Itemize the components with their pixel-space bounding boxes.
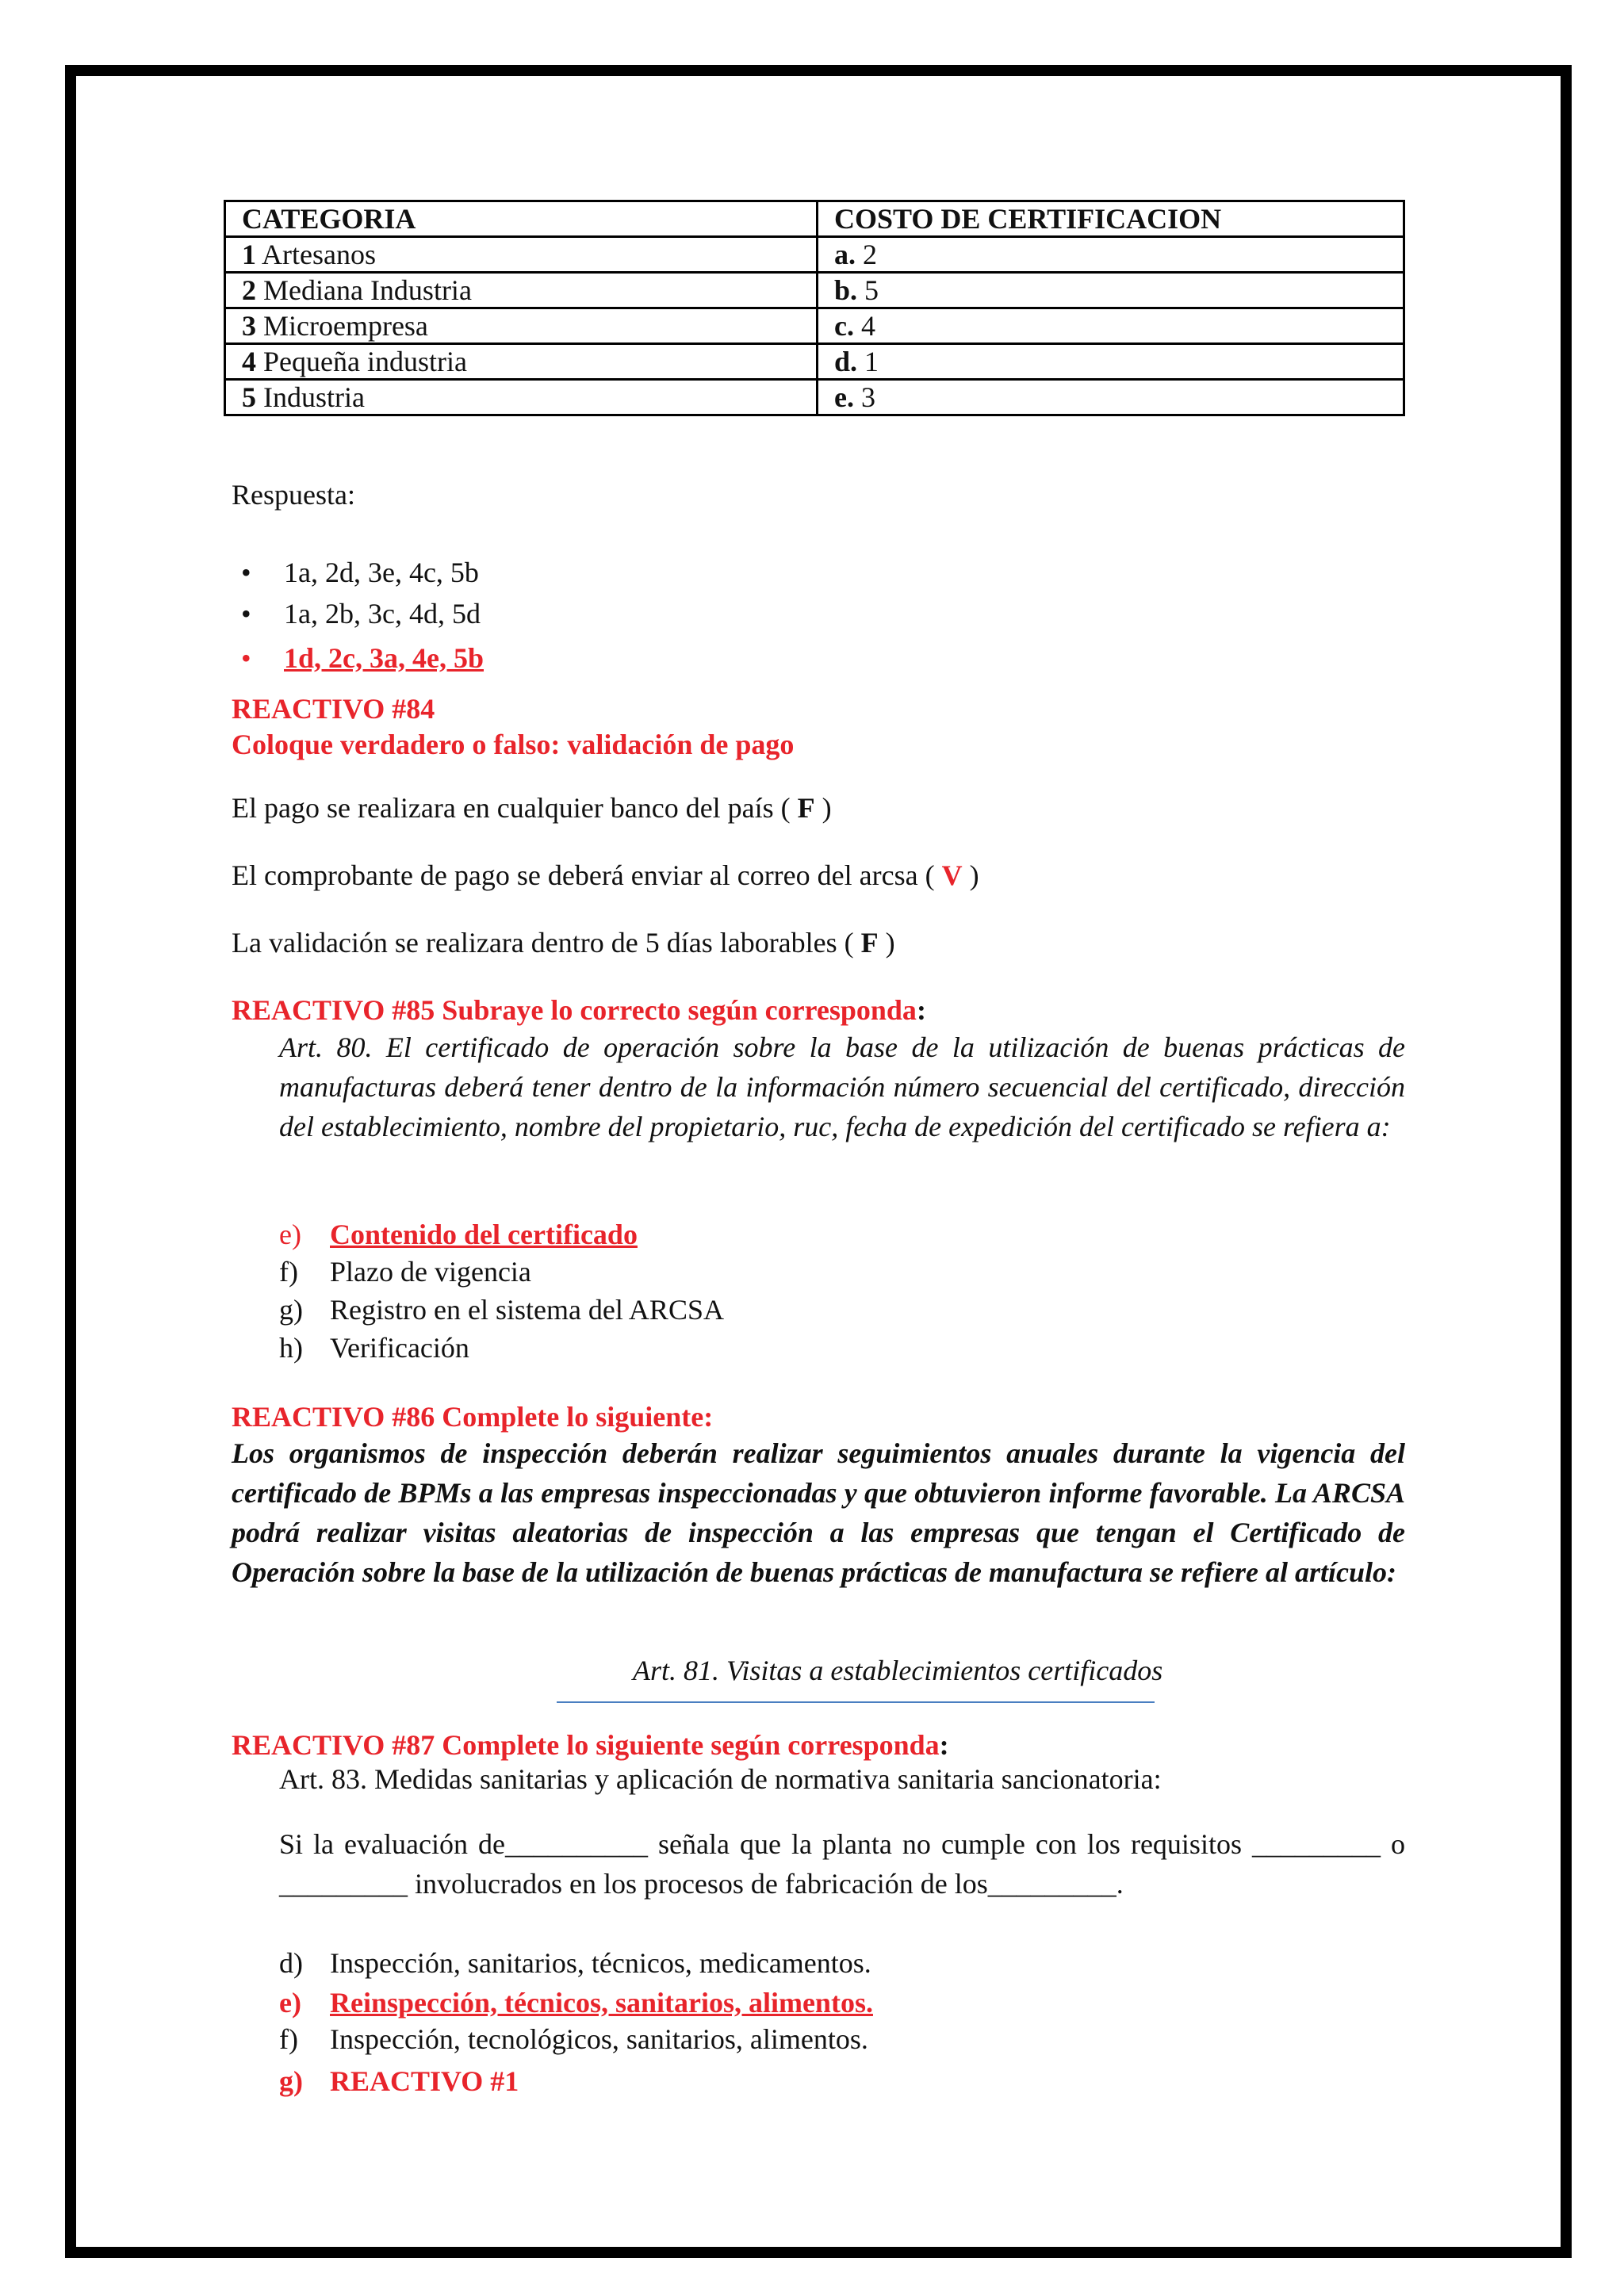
true-false-statement [232, 924, 895, 961]
option-text: Verificación [330, 1332, 469, 1364]
cost-letter: b. [834, 274, 858, 306]
list-item [241, 552, 484, 593]
option-text: Registro en el sistema del ARCSA [330, 1294, 724, 1326]
option-label: e) [279, 1219, 301, 1250]
bullet-icon: • [241, 598, 251, 629]
answer-label: Respuesta: [232, 479, 355, 511]
answer-mark: F [860, 927, 879, 959]
table-row [225, 380, 1404, 415]
question-paragraph: Art. 80. El certificado de operación sobre la base de la utilización de buenas prácticas de manufacturas deberá tener dentro de la información número secuencial del certificado, dirección del establecimiento, nombre del propietario, ruc, fecha de expedición del certificado se refiera a: [279, 1031, 1405, 1142]
column-header: CATEGORIA [225, 201, 818, 237]
option-label: e) [279, 1987, 301, 2019]
column-header: COSTO DE CERTIFICACION [818, 201, 1404, 237]
option-text: Inspección, tecnológicos, sanitarios, alimentos. [330, 2023, 868, 2055]
statement-text: La validación se realizara dentro de 5 días laborables ( [232, 927, 861, 959]
answer-option-text: 1a, 2b, 3c, 4d, 5d [284, 598, 481, 629]
option-item [279, 1253, 531, 1291]
section-title-text: REACTIVO #85 Subraye lo correcto según corresponda [232, 994, 917, 1026]
bullet-icon: • [241, 642, 251, 674]
option-item [279, 1215, 638, 1253]
correct-option-text: Reinspección, técnicos, sanitarios, alimentos. [330, 1987, 873, 2019]
answer-option-text: 1a, 2d, 3e, 4c, 5b [284, 557, 479, 588]
correct-option-text: Contenido del certificado [330, 1219, 638, 1250]
statement-text: El pago se realizara en cualquier banco del país ( [232, 792, 798, 824]
table-row [225, 344, 1404, 380]
fill-in-sentence: Si la evaluación de__________ señala que la planta no cumple con los requisitos _________ o _________ involucrados en los procesos de fabricación de los_________. [279, 1828, 1405, 1900]
category-cell: Artesanos [262, 239, 376, 270]
category-cell: Pequeña industria [263, 346, 467, 377]
bullet-icon: • [241, 557, 251, 588]
table-header-row [225, 201, 1404, 237]
cost-letter: c. [834, 310, 854, 342]
article-heading: Art. 83. Medidas sanitarias y aplicación de normativa sanitaria sancionatoria: [279, 1763, 1162, 1795]
option-text: REACTIVO #1 [330, 2065, 519, 2097]
row-number: 4 [242, 346, 256, 377]
category-cell: Mediana Industria [263, 274, 472, 306]
answer-mark: V [941, 859, 963, 891]
category-cell: Industria [263, 381, 365, 413]
cost-cell: 1 [864, 346, 879, 377]
cost-cell: 4 [860, 310, 875, 342]
table-row [225, 308, 1404, 344]
option-item [279, 2062, 519, 2100]
option-item [279, 1291, 724, 1329]
row-number: 5 [242, 381, 256, 413]
option-label: d) [279, 1947, 303, 1979]
correct-answer-option: 1d, 2c, 3a, 4e, 5b [284, 642, 484, 674]
row-number: 1 [242, 239, 256, 270]
option-item [279, 1984, 873, 2022]
answer-underline [557, 1701, 1155, 1703]
section-title: REACTIVO #84 [232, 693, 435, 725]
table-row [225, 237, 1404, 273]
statement-text: El comprobante de pago se deberá enviar al correo del arcsa ( [232, 859, 942, 891]
cost-letter: e. [834, 381, 854, 413]
cost-letter: a. [834, 239, 856, 270]
row-number: 2 [242, 274, 256, 306]
cost-letter: d. [834, 346, 858, 377]
option-label: g) [279, 2065, 303, 2097]
section-title [232, 992, 926, 1028]
section-subtitle: Coloque verdadero o falso: validación de pago [232, 729, 795, 760]
option-item [279, 1944, 871, 1982]
true-false-statement [232, 790, 832, 826]
answer-options [241, 552, 484, 679]
statement-close: ) [878, 927, 895, 959]
option-label: h) [279, 1332, 303, 1364]
true-false-statement [232, 857, 979, 894]
category-cost-table [224, 200, 1405, 416]
list-item [241, 593, 484, 634]
option-label: f) [279, 2023, 298, 2055]
option-item [279, 2020, 868, 2058]
statement-close: ) [962, 859, 979, 891]
title-colon: : [939, 1729, 949, 1761]
cost-cell: 5 [864, 274, 879, 306]
question-paragraph: Los organismos de inspección deberán realizar seguimientos anuales durante la vigencia del certificado de BPMs a las empresas inspeccionadas y que obtuvieron informe favorable. La ARCSA podrá realizar visitas aleatorias de inspección a las empresas que tengan el Certificado de Operación sobre la base de la utilización de buenas prácticas de manufactura se refiere al artículo: [232, 1437, 1405, 1588]
table-row [225, 273, 1404, 308]
option-text: Plazo de vigencia [330, 1256, 531, 1288]
section-title [232, 1727, 949, 1763]
list-item [241, 637, 484, 679]
category-cell: Microempresa [263, 310, 428, 342]
cost-cell: 2 [863, 239, 877, 270]
answer-mark: F [797, 792, 815, 824]
section-title-text: REACTIVO #87 Complete lo siguiente según corresponda [232, 1729, 940, 1761]
page-border [65, 65, 1572, 2258]
option-label: f) [279, 1256, 298, 1288]
answer-text: Art. 81. Visitas a establecimientos certificados [633, 1655, 1163, 1686]
section-title: REACTIVO #86 Complete lo siguiente: [232, 1401, 714, 1433]
option-text: Inspección, sanitarios, técnicos, medicamentos. [330, 1947, 871, 1979]
title-colon: : [916, 994, 926, 1026]
row-number: 3 [242, 310, 256, 342]
option-label: g) [279, 1294, 303, 1326]
option-item [279, 1329, 469, 1367]
cost-cell: 3 [860, 381, 875, 413]
document-page [76, 76, 1561, 2247]
statement-close: ) [814, 792, 832, 824]
